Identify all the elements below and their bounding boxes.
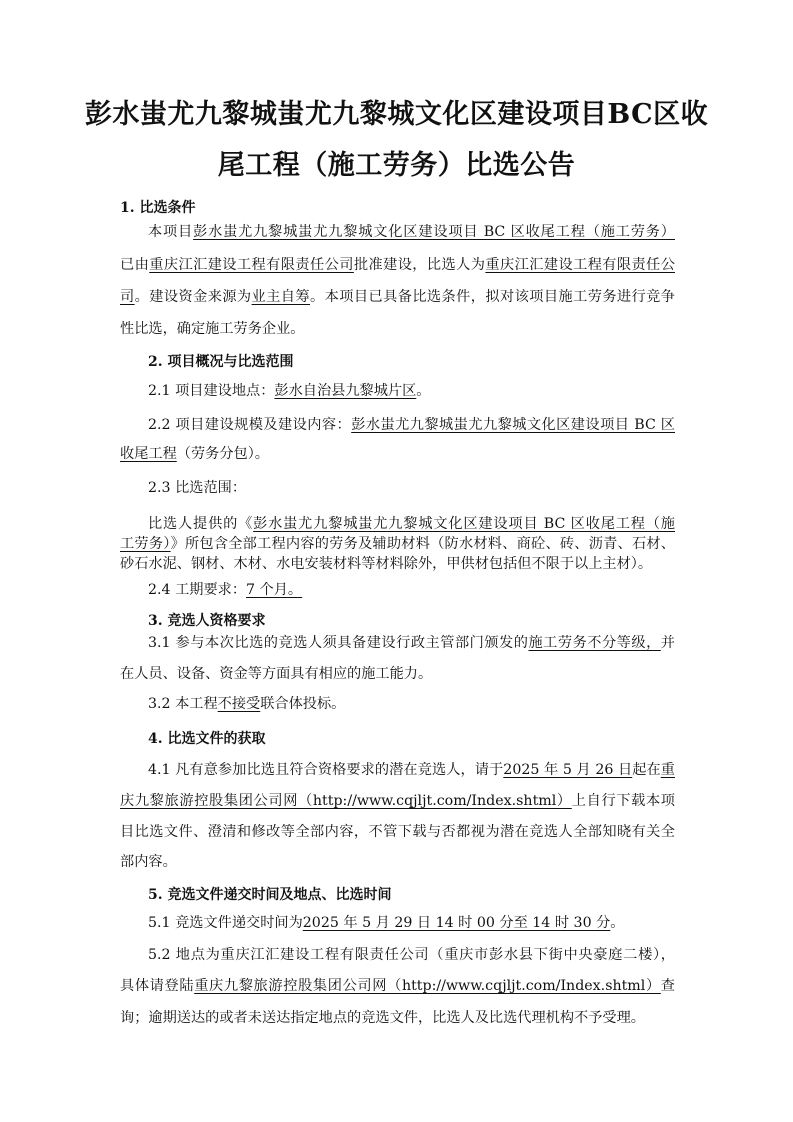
section-1-line-4: 性比选，确定施工劳务企业。 (120, 321, 305, 337)
text: 起在 (632, 762, 661, 778)
text: 比选人提供的《 (148, 516, 254, 532)
text: 。本项目已具备比选条件，拟对该项目施工劳务进行竞争 (310, 289, 675, 305)
project-title-ref-end: 工劳务） (120, 536, 171, 552)
section-5-2-line-2 (120, 977, 675, 995)
section-4-1-line-4: 部内容。 (120, 854, 177, 870)
doc-title-line-2: 尾工程（施工劳务）比选公告 (217, 150, 576, 181)
text: 2.4 工期要求： (148, 582, 247, 598)
section-3-1-line-1 (148, 634, 675, 652)
text: 3.1 参与本次比选的竞选人须具备建设行政主管部门颁发的 (148, 635, 529, 651)
section-5-heading: 5. 竞选文件递交时间及地点、比选时间 (148, 887, 392, 903)
section-1-heading: 1. 比选条件 (120, 200, 196, 216)
download-start-date: 2025 年 5 月 26 日 (503, 762, 633, 778)
text: 本项目 (148, 224, 194, 240)
duration-value: 7 个月。 (246, 582, 303, 598)
section-3-2 (148, 695, 675, 713)
project-name: 彭水蚩尤九黎城蚩尤九黎城文化区建设项目 BC 区收尾工程（施工劳务） (193, 224, 675, 240)
project-scope-end: 收尾工程 (120, 446, 177, 462)
text: 4.1 凡有意参加比选且符合资格要求的潜在竞选人，请于 (148, 762, 504, 778)
text: 查 (660, 978, 675, 994)
section-2-3: 2.3 比选范围： (148, 480, 247, 496)
section-2-1 (148, 382, 675, 400)
website-link-2[interactable]: 重庆九黎旅游控股集团公司网（http://www.cqjljt.com/Index.shtml） (194, 978, 661, 994)
project-title-ref: 彭水蚩尤九黎城蚩尤九黎城文化区建设项目 BC 区收尾工程（施 (253, 516, 675, 532)
section-2-2-line-1 (148, 416, 675, 434)
section-4-1-line-3: 目比选文件、澄清和修改等全部内容，不管下载与否都视为潜在竞选人全部知晓有关全 (120, 824, 675, 840)
section-1-line-3 (120, 288, 675, 306)
section-4-1-line-1 (148, 761, 675, 779)
text: 》所包含全部工程内容的劳务及辅助材料（防水材料、商砼、砖、沥青、石材、 (170, 536, 675, 552)
section-4-1-line-2 (120, 792, 675, 810)
section-5-2-line-3: 询；逾期送达的或者未送达指定地点的竞选文件，比选人及比选代理机构不予受理。 (120, 1010, 645, 1026)
section-2-3-para-line-2 (120, 535, 675, 553)
text: 。建设资金来源为 (134, 289, 252, 305)
section-2-3-para-line-3: 砂石水泥、钢材、木材、水电安装材料等材料除外，甲供材包括但不限于以上主材）。 (120, 556, 653, 572)
project-scope: 彭水蚩尤九黎城蚩尤九黎城文化区建设项目 BC 区 (351, 417, 675, 433)
doc-title-line-1: 彭水蚩尤九黎城蚩尤九黎城文化区建设项目BC区收 (84, 99, 709, 130)
text: 。 (610, 915, 625, 931)
section-2-2-line-2 (120, 445, 675, 463)
qualification-level: 施工劳务不分等级， (528, 635, 661, 651)
text: 并 (660, 635, 675, 651)
text: 3.2 本工程 (148, 696, 218, 712)
section-2-heading: 2. 项目概况与比选范围 (148, 354, 294, 370)
joint-bid-policy: 不接受 (217, 696, 261, 712)
section-2-3-para-line-1 (148, 515, 675, 533)
website-link[interactable]: 庆九黎旅游控股集团公司网（http://www.cqjljt.com/Index.shtml） (120, 793, 572, 809)
section-4-heading: 4. 比选文件的获取 (148, 731, 266, 747)
approver-name: 重庆江汇建设工程有限责任公司 (149, 257, 354, 273)
section-3-1-line-2: 在人员、设备、资金等方面具有相应的施工能力。 (120, 666, 433, 682)
text: （劳务分包）。 (176, 446, 269, 462)
section-1-line-1 (148, 223, 675, 241)
section-5-1 (148, 914, 675, 932)
tender-party-name-end: 司 (120, 289, 135, 305)
text: 具体请登陆 (120, 978, 195, 994)
section-3-heading: 3. 竞选人资格要求 (148, 613, 266, 629)
section-1-line-2 (120, 256, 675, 274)
tender-party-name: 重庆江汇建设工程有限责任公 (485, 257, 675, 273)
fund-source: 业主自筹 (251, 289, 311, 305)
text: 批准建设，比选人为 (353, 257, 486, 273)
text: 2.1 项目建设地点： (148, 383, 275, 399)
text: 。 (416, 383, 431, 399)
text: 已由 (120, 257, 150, 273)
text: 上自行下载本项 (571, 793, 675, 809)
text: 2.2 项目建设规模及建设内容： (148, 417, 352, 433)
website-link-start: 重 (660, 762, 675, 778)
submission-time: 2025 年 5 月 29 日 14 时 00 分至 14 时 30 分 (302, 915, 611, 931)
text: 5.1 竞选文件递交时间为 (148, 915, 303, 931)
section-2-4 (148, 581, 675, 599)
section-5-2-line-1: 5.2 地点为重庆江汇建设工程有限责任公司（重庆市彭水县下街中央豪庭二楼）， (148, 947, 675, 963)
project-location: 彭水自治县九黎城片区 (274, 383, 417, 399)
text: 联合体投标。 (260, 696, 346, 712)
